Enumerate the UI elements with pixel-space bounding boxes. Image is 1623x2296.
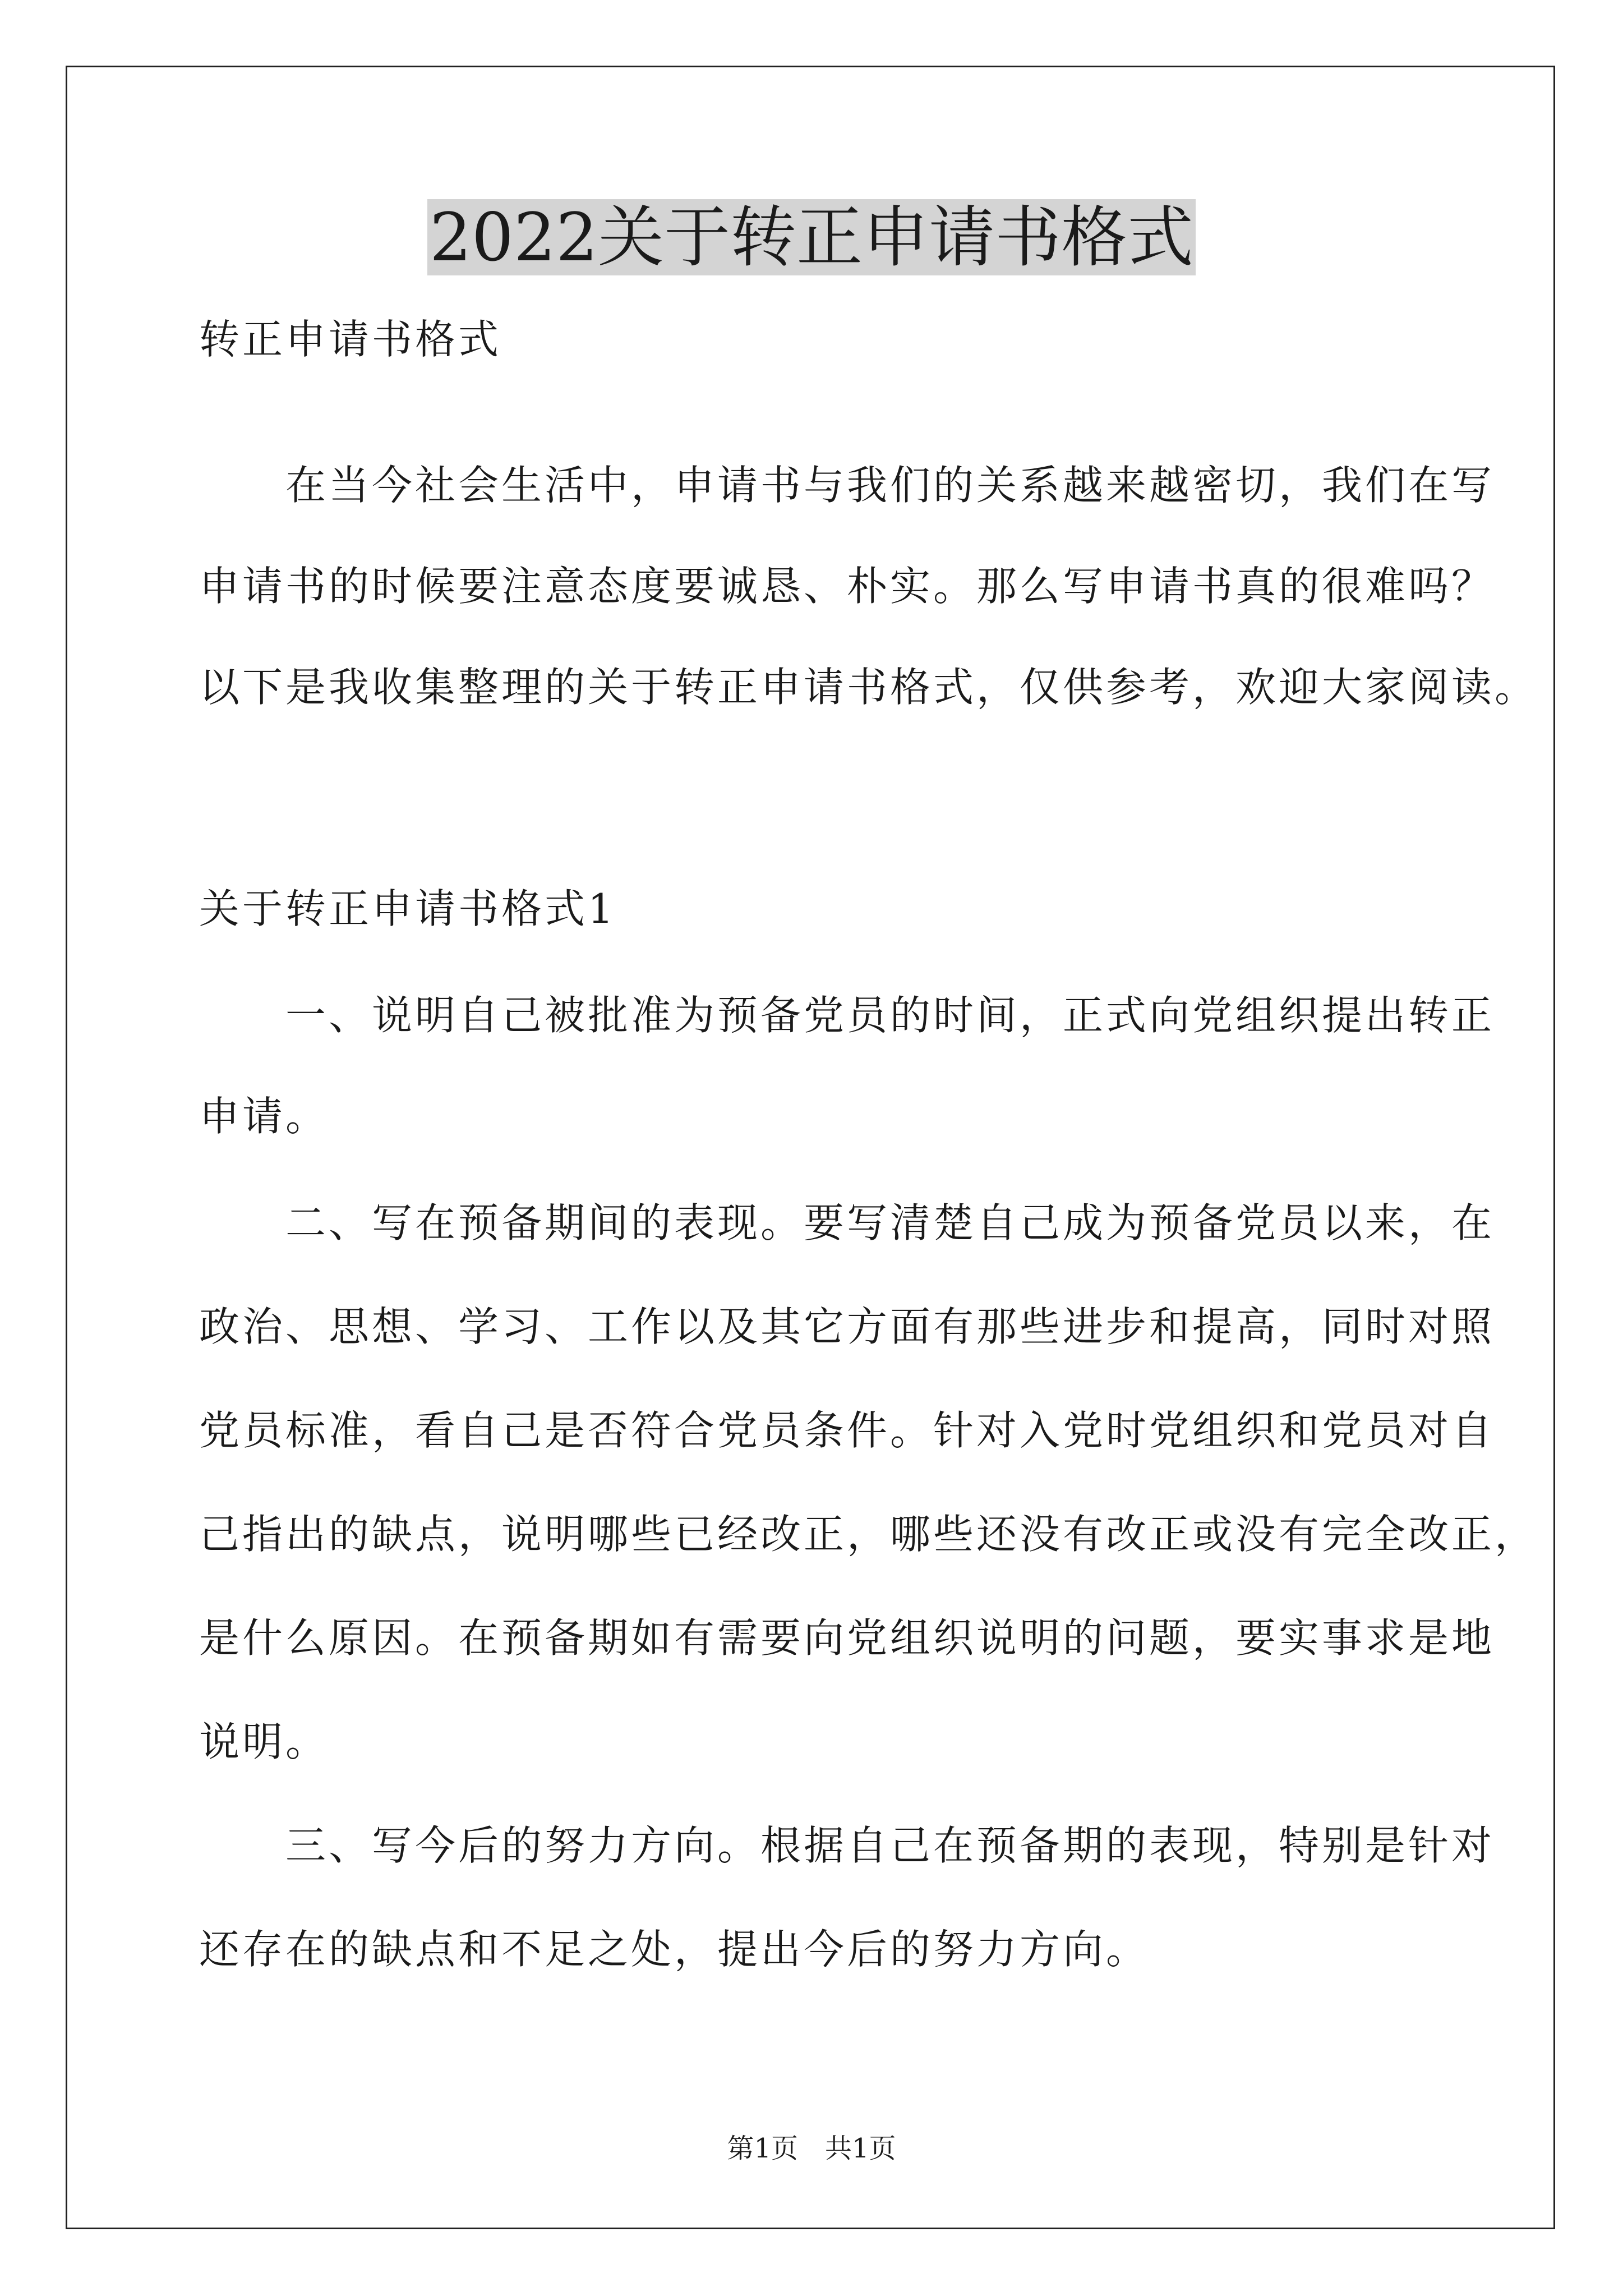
- section-heading: 转正申请书格式: [199, 316, 502, 363]
- paragraph-line: 以下是我收集整理的关于转正申请书格式，仅供参考，欢迎大家阅读。: [199, 664, 1538, 711]
- paragraph-line: 在当今社会生活中，申请书与我们的关系越来越密切，我们在写: [199, 462, 1495, 509]
- title-container: [0, 199, 1623, 275]
- paragraph-line: 党员标准，看自己是否符合党员条件。针对入党时党组织和党员对自: [199, 1407, 1495, 1454]
- page-footer: 第1页 共1页: [727, 2133, 896, 2164]
- paragraph-line: 申请书的时候要注意态度要诚恳、朴实。那么写申请书真的很难吗？: [199, 563, 1495, 610]
- page-border: [66, 66, 1555, 2229]
- document-title: 2022关于转正申请书格式: [427, 199, 1196, 275]
- paragraph-line: 政治、思想、学习、工作以及其它方面有那些进步和提高，同时对照: [199, 1303, 1495, 1350]
- paragraph-line: 申请。: [199, 1093, 329, 1140]
- paragraph-line: 己指出的缺点，说明哪些已经改正，哪些还没有改正或没有完全改正，: [199, 1511, 1538, 1558]
- paragraph-line: 说明。: [199, 1718, 329, 1765]
- paragraph-line: 三、写今后的努力方向。根据自己在预备期的表现，特别是针对: [199, 1822, 1495, 1869]
- paragraph-line: 二、写在预备期间的表现。要写清楚自己成为预备党员以来，在: [199, 1199, 1495, 1246]
- paragraph-line: 是什么原因。在预备期如有需要向党组织说明的问题，要实事求是地: [199, 1614, 1495, 1662]
- section-heading: 关于转正申请书格式1: [199, 885, 616, 932]
- paragraph-line: 一、说明自己被批准为预备党员的时间，正式向党组织提出转正: [199, 992, 1495, 1039]
- paragraph-line: 还存在的缺点和不足之处，提出今后的努力方向。: [199, 1926, 1150, 1973]
